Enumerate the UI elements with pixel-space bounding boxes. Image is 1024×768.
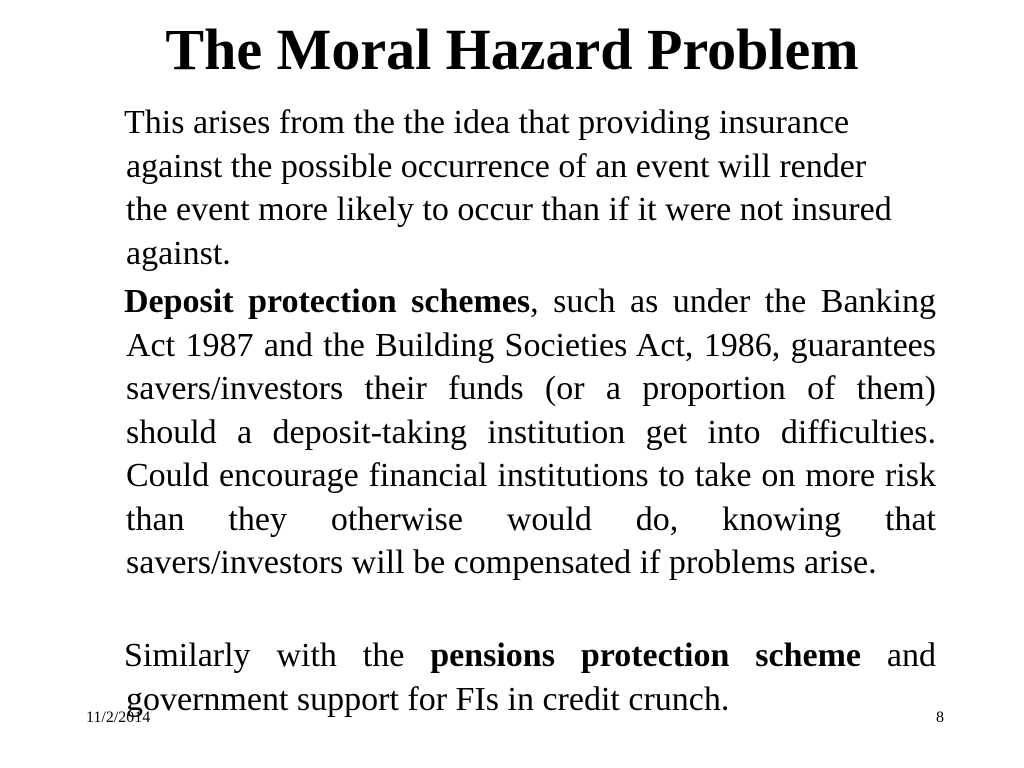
pensions-rest-text: and government support for FIs in credit crunch. — [126, 637, 936, 718]
pensions-lead-text: Similarly with the — [124, 637, 431, 674]
paragraph-pensions-protection — [126, 634, 936, 721]
paragraph-moral-hazard-definition: This arises from the the idea that providing insurance against the possible occurrence of an event will render the event more likely to occur than if it were not insured against. — [124, 104, 892, 272]
pensions-protection-term: pensions protection scheme — [430, 637, 862, 674]
deposit-protection-text: , such as under the Banking Act 1987 and the Building Societies Act, 1986, guarantees savers/investors their funds (or a proportion of them) should a deposit-taking institution get into difficulties. Could encourage financial institutions to take on more risk than they otherwise would do, knowing that savers/investors will be compensated if problems arise. — [126, 283, 937, 581]
slide-title: The Moral Hazard Problem — [165, 17, 859, 82]
deposit-protection-term: Deposit protection schemes — [124, 283, 531, 320]
footer-date: 11/2/2014 — [86, 709, 151, 726]
footer-page-number: 8 — [936, 709, 944, 726]
paragraph-deposit-protection — [126, 280, 936, 585]
